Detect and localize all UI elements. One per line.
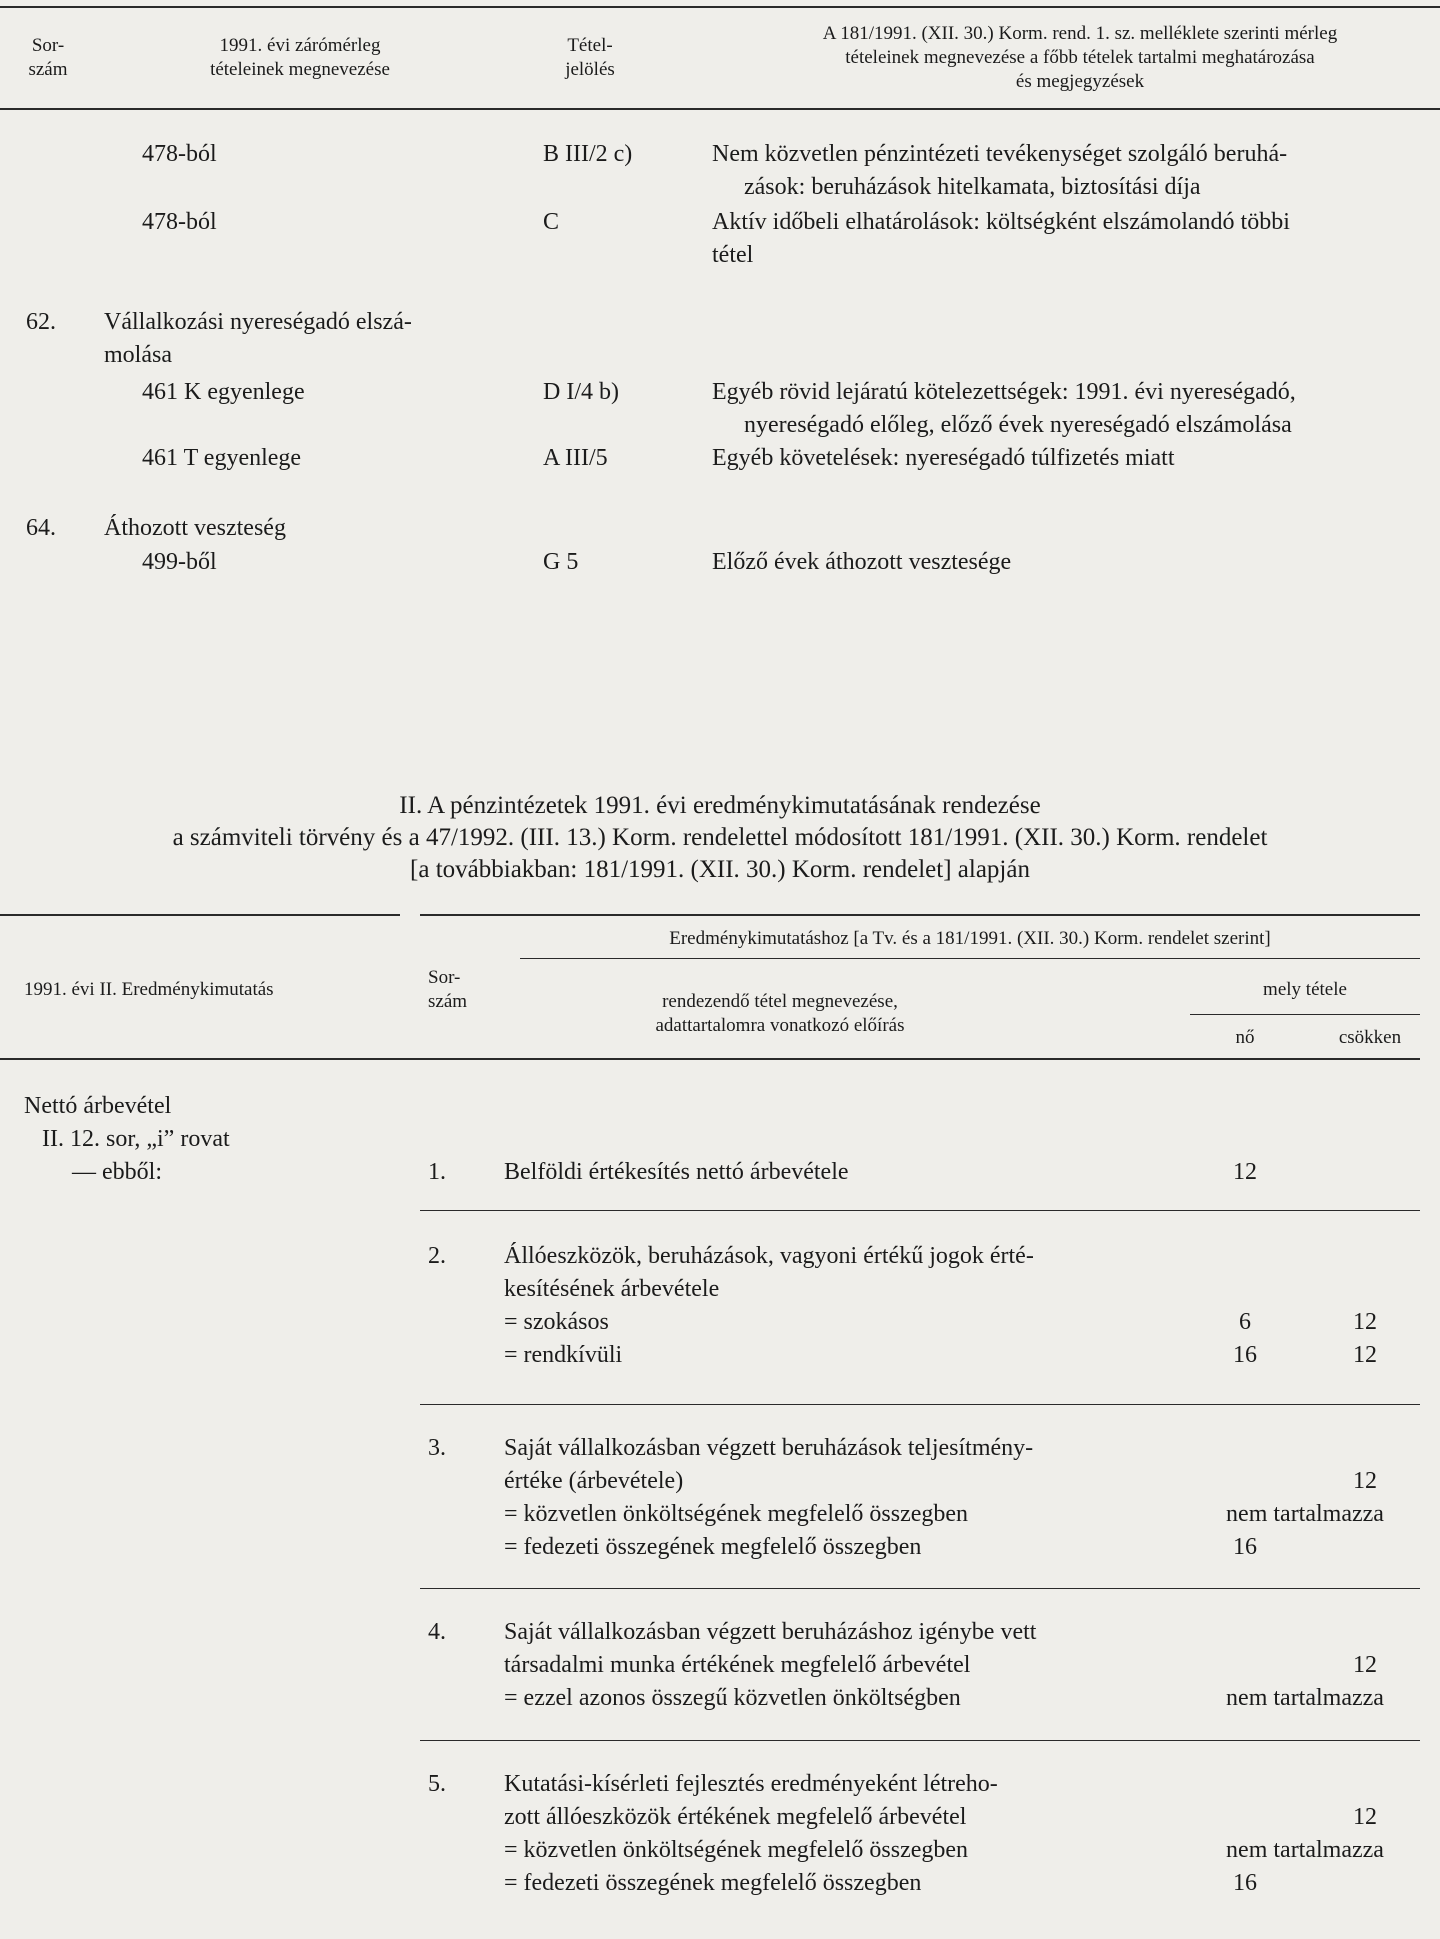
desc-line: Aktív időbeli elhatárolások: költségként elszámolandó többi — [712, 209, 1290, 235]
t2-sub-no: nem tartalmazza — [1226, 1837, 1384, 1863]
t1-header-line: és megjegyzések — [1015, 71, 1145, 92]
t1-header-sorszam — [18, 34, 78, 82]
t2-top-rule-right — [420, 914, 1420, 916]
t2-row-rule — [420, 1588, 1420, 1589]
t2-sub-value: 6 — [1239, 1309, 1251, 1335]
t2-row-rule — [420, 1740, 1420, 1741]
desc-line: nyereségadó előleg, előző évek nyereségadó elszámolása — [744, 412, 1292, 438]
t1-row-account: 478-ból — [142, 141, 217, 167]
t1-section-title — [104, 512, 286, 545]
t2-group-rule — [520, 958, 1420, 959]
t2-sub-csokken — [1330, 1306, 1400, 1372]
t2-sub-no: 16 — [1233, 1870, 1257, 1896]
t2-row-rule — [420, 1404, 1420, 1405]
t2-header-line: adattartalomra vonatkozó előírás — [655, 1015, 905, 1036]
t1-header-line: szám — [28, 59, 68, 80]
t2-left-line: — ebből: — [72, 1159, 162, 1185]
t2-sub-label: = ezzel azonos összegű közvetlen önköltségben — [504, 1685, 961, 1711]
t2-row-line: kesítésének árbevétele — [504, 1276, 720, 1302]
t1-row-desc — [712, 442, 1175, 475]
t1-row-account: 478-ból — [142, 209, 217, 235]
t2-header-mely: mely tétele — [1263, 979, 1347, 1000]
desc-line: Egyéb követelések: nyereségadó túlfizetés miatt — [712, 445, 1175, 471]
section-title-line: II. A pénzintézetek 1991. évi eredménykimutatásának rendezése — [399, 792, 1041, 819]
t2-sub-label: = fedezeti összegének megfelelő összegben — [504, 1870, 922, 1896]
t2-row-line: Saját vállalkozásban végzett beruházások teljesítmény- — [504, 1435, 1034, 1461]
t2-row-text: Belföldi értékesítés nettó árbevétele — [504, 1159, 849, 1185]
t2-row-text — [504, 1432, 1033, 1564]
t1-header-jeloles — [540, 34, 640, 82]
t1-header-line: tételeinek megnevezése a főbb tételek tartalmi meghatározása — [845, 47, 1315, 68]
t2-row-line: Kutatási-kísérleti fejlesztés eredményeként létreho- — [504, 1771, 998, 1797]
t2-row-no: 12 — [1233, 1159, 1257, 1185]
t2-row-text — [504, 1616, 1036, 1715]
t2-left-line: II. 12. sor, „i” rovat — [42, 1126, 230, 1152]
t2-row-line: értéke (árbevétele) — [504, 1468, 684, 1494]
t2-header-csokken: csökken — [1338, 1027, 1402, 1048]
t1-row-code: C — [543, 209, 560, 235]
t1-row-account: 461 T egyenlege — [142, 445, 302, 471]
t1-section-num: 62. — [26, 309, 56, 335]
t2-sub-value: 16 — [1233, 1342, 1257, 1368]
t2-header-rule — [0, 1058, 1420, 1060]
t1-row-account: 499-ből — [142, 549, 217, 575]
t1-section-num: 64. — [26, 515, 56, 541]
t2-top-rule-left — [0, 914, 400, 916]
section-title — [0, 790, 1440, 886]
section-title-line: [a továbbiakban: 181/1991. (XII. 30.) Korm. rendelet] alapján — [410, 856, 1030, 883]
t2-header-eredmeny: 1991. évi II. Eredménykimutatás — [24, 979, 274, 1000]
t1-section-title — [104, 306, 412, 372]
section-title-line: molása — [104, 342, 172, 368]
t1-header-line: Tétel- — [567, 35, 613, 56]
t2-row-line: zott állóeszközök értékének megfelelő árbevétel — [504, 1804, 967, 1830]
t1-header-line: Sor- — [31, 35, 65, 56]
desc-line: Egyéb rövid lejáratú kötelezettségek: 1991. évi nyereségadó, — [712, 379, 1296, 405]
t2-header-line: rendezendő tétel megnevezése, — [662, 991, 898, 1012]
t1-row-desc — [712, 206, 1290, 272]
t1-header-nev — [180, 34, 420, 82]
t2-sub-label: = közvetlen önköltségének megfelelő összegben — [504, 1837, 969, 1863]
section-title-line: Vállalkozási nyereségadó elszá- — [104, 309, 412, 335]
t1-row-desc — [712, 138, 1287, 204]
t1-row-account: 461 K egyenlege — [142, 379, 305, 405]
t1-row-code: G 5 — [543, 549, 579, 575]
t2-row-text — [504, 1768, 998, 1900]
t1-row-code: A III/5 — [543, 445, 608, 471]
t2-sub-no — [1210, 1306, 1280, 1372]
t1-header-line: tételeinek megnevezése — [210, 59, 390, 80]
t2-row-num: 1. — [428, 1159, 446, 1185]
t2-sub-value: 12 — [1353, 1309, 1377, 1335]
t2-row-csokken: 12 — [1353, 1468, 1377, 1494]
t1-header-melleklet — [720, 22, 1440, 94]
t2-left-label — [24, 1090, 230, 1189]
t2-row-rule — [420, 1210, 1420, 1211]
t2-row-text — [504, 1240, 1034, 1372]
t2-row-num: 3. — [428, 1435, 446, 1461]
t2-row-num: 4. — [428, 1619, 446, 1645]
t2-header-sorszam — [428, 966, 467, 1014]
desc-line: Nem közvetlen pénzintézeti tevékenységet szolgáló beruhá- — [712, 141, 1288, 167]
t2-mely-rule — [1190, 1014, 1420, 1015]
t1-row-desc — [712, 546, 1011, 579]
t2-row-line: társadalmi munka értékének megfelelő árbevétel — [504, 1652, 971, 1678]
t2-sub-no: nem tartalmazza — [1226, 1501, 1384, 1527]
t2-left-line: Nettó árbevétel — [24, 1093, 172, 1119]
t1-header-line: jelölés — [565, 59, 615, 80]
t2-sub-no: 16 — [1233, 1534, 1257, 1560]
t2-row-num: 2. — [428, 1243, 446, 1269]
top-rule — [0, 6, 1440, 8]
t2-row-num: 5. — [428, 1771, 446, 1797]
t1-header-line: A 181/1991. (XII. 30.) Korm. rend. 1. sz. melléklete szerinti mérleg — [822, 23, 1338, 44]
t2-row-csokken: 12 — [1353, 1652, 1377, 1678]
t2-sub-label: = rendkívüli — [504, 1342, 623, 1368]
t2-sub-value: 12 — [1353, 1342, 1377, 1368]
t1-row-code: D I/4 b) — [543, 379, 619, 405]
section-title-line: Áthozott veszteség — [104, 515, 286, 541]
t1-row-code: B III/2 c) — [543, 141, 633, 167]
t2-sub-label: = szokásos — [504, 1309, 609, 1335]
section-title-line: a számviteli törvény és a 47/1992. (III. 13.) Korm. rendelettel módosított 181/1991. (XII. 30.) Korm. rendelet — [172, 824, 1268, 851]
t2-header-tetel — [600, 990, 960, 1038]
t1-header-rule — [0, 108, 1440, 110]
t1-row-desc — [712, 376, 1296, 442]
desc-line: tétel — [712, 242, 754, 268]
t2-row-line: Állóeszközök, beruházások, vagyoni értékű jogok érté- — [504, 1243, 1034, 1269]
t2-sub-label: = fedezeti összegének megfelelő összegben — [504, 1534, 922, 1560]
t2-sub-label: = közvetlen önköltségének megfelelő összegben — [504, 1501, 969, 1527]
desc-line: Előző évek áthozott vesztesége — [712, 549, 1012, 575]
desc-line: zások: beruházások hitelkamata, biztosítási díja — [744, 174, 1201, 200]
t2-header-line: szám — [428, 991, 468, 1012]
t2-header-group: Eredménykimutatáshoz [a Tv. és a 181/1991. (XII. 30.) Korm. rendelet szerint] — [669, 928, 1271, 949]
t2-sub-no: nem tartalmazza — [1226, 1685, 1384, 1711]
t1-header-line: 1991. évi zárómérleg — [219, 35, 381, 56]
t2-row-line: Saját vállalkozásban végzett beruházáshoz igénybe vett — [504, 1619, 1037, 1645]
t2-header-no: nő — [1235, 1027, 1255, 1048]
t2-header-line: Sor- — [428, 967, 461, 988]
t2-row-csokken: 12 — [1353, 1804, 1377, 1830]
